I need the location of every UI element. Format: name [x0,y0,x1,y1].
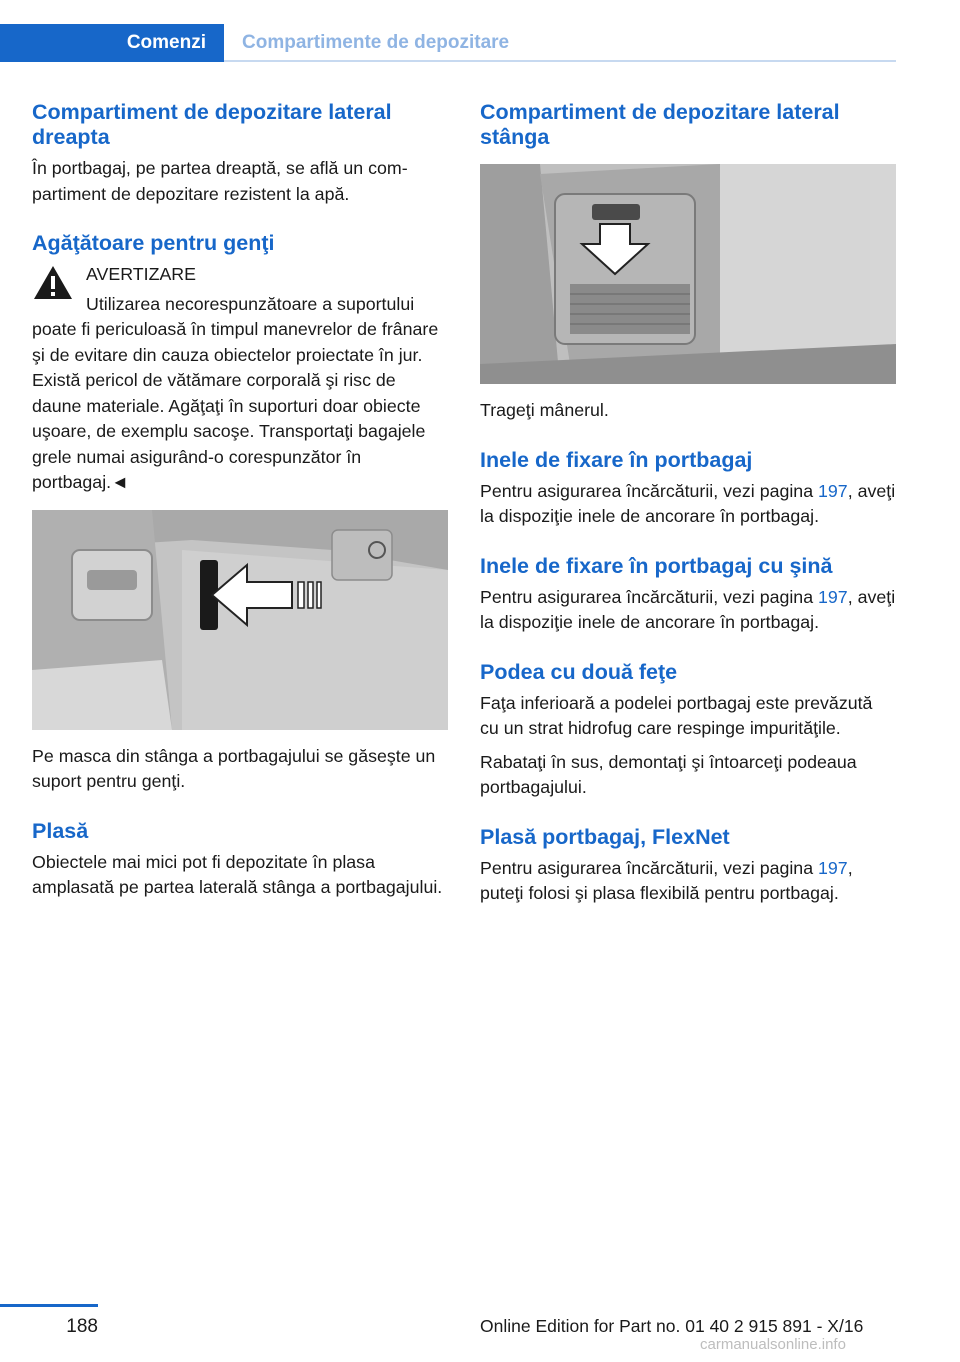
left-storage-illustration [480,164,896,384]
paragraph-net: Obiectele mai mici pot fi depozitate în plasa amplasată pe partea laterală stânga a portbagajului. [32,851,443,897]
page-link-197[interactable]: 197 [818,480,848,501]
paragraph-flexnet: Pentru asigurarea încărcăturii, vezi pagina 197, puteţi folosi şi plasa flexibilă pentru portbagaj. [480,857,853,903]
paragraph-fixing-rings-rail: Pentru asigurarea încărcăturii, vezi pagina 197, aveţi la dispoziţie inele de ancorare în portbagaj. [480,586,896,632]
heading-fixing-rings-rail: Inele de fixare în portbagaj cu şină [480,553,833,578]
right-column [480,100,896,915]
header-rule [224,60,896,62]
page-number: 188 [66,1316,98,1337]
left-column [32,100,448,909]
warning-triangle-icon [32,264,74,301]
page-link-197[interactable]: 197 [818,857,848,878]
caption-pull-handle: Trageţi mânerul. [480,400,609,420]
heading-reversible-floor: Podea cu două feţe [480,659,678,684]
page-header [0,0,960,62]
section-tab: Comenzi [0,24,224,62]
bag-hook-illustration [32,510,448,730]
paragraph-reversible-floor-2: Rabataţi în sus, demontaţi şi întoarceţi podeaua portbagajului. [480,751,857,797]
page-link-197[interactable]: 197 [818,586,848,607]
chapter-title: Compartimente de depozitare [242,32,510,53]
paragraph-right-storage: În portbagaj, pe partea dreaptă, se află un compartiment de depozitare rezistent la apă. [32,158,408,204]
footer-rule [0,1304,98,1307]
warning-title: AVERTIZARE [86,264,197,284]
heading-right-storage: Compartiment de depozitare lateral dreapta [32,100,392,149]
paragraph-fixing-rings: Pentru asigurarea încărcăturii, vezi pagina 197, aveţi la dispoziţie inele de ancorare în portbagaj. [480,480,896,526]
heading-net: Plasă [32,818,89,843]
edition-note: Online Edition for Part no. 01 40 2 915 891 - X/16 [480,1316,864,1336]
heading-left-storage: Compartiment de depozitare lateral stânga [480,100,840,149]
caption-bag-hook: Pe masca din stânga a portbagajului se găseşte un suport pentru genţi. [32,745,436,791]
warning-text: Utilizarea necorespunzătoare a suportului poate fi periculoasă în timpul manevrelor de frânare şi de evitare din cauza obiectelor proiectate în jur. Există pericol de vătămare corporală şi risc de daune materiale. Agăţaţi în suporturi doar obiecte uşoare, de exemplu sacoşe. Transportaţi bagajele grele numai asigurând-o corespunzător în portbagaj.◄ [32,293,439,492]
warning-block [32,262,448,496]
watermark: carmanualsonline.info [700,1336,846,1353]
paragraph-reversible-floor: Faţa inferioară a podelei portbagaj este prevăzută cu un strat hidrofug care respinge impurităţile. [480,692,873,738]
heading-flexnet: Plasă portbagaj, FlexNet [480,824,730,849]
heading-fixing-rings: Inele de fixare în portbagaj [480,447,753,472]
heading-bag-hooks: Agăţătoare pentru genţi [32,231,275,255]
